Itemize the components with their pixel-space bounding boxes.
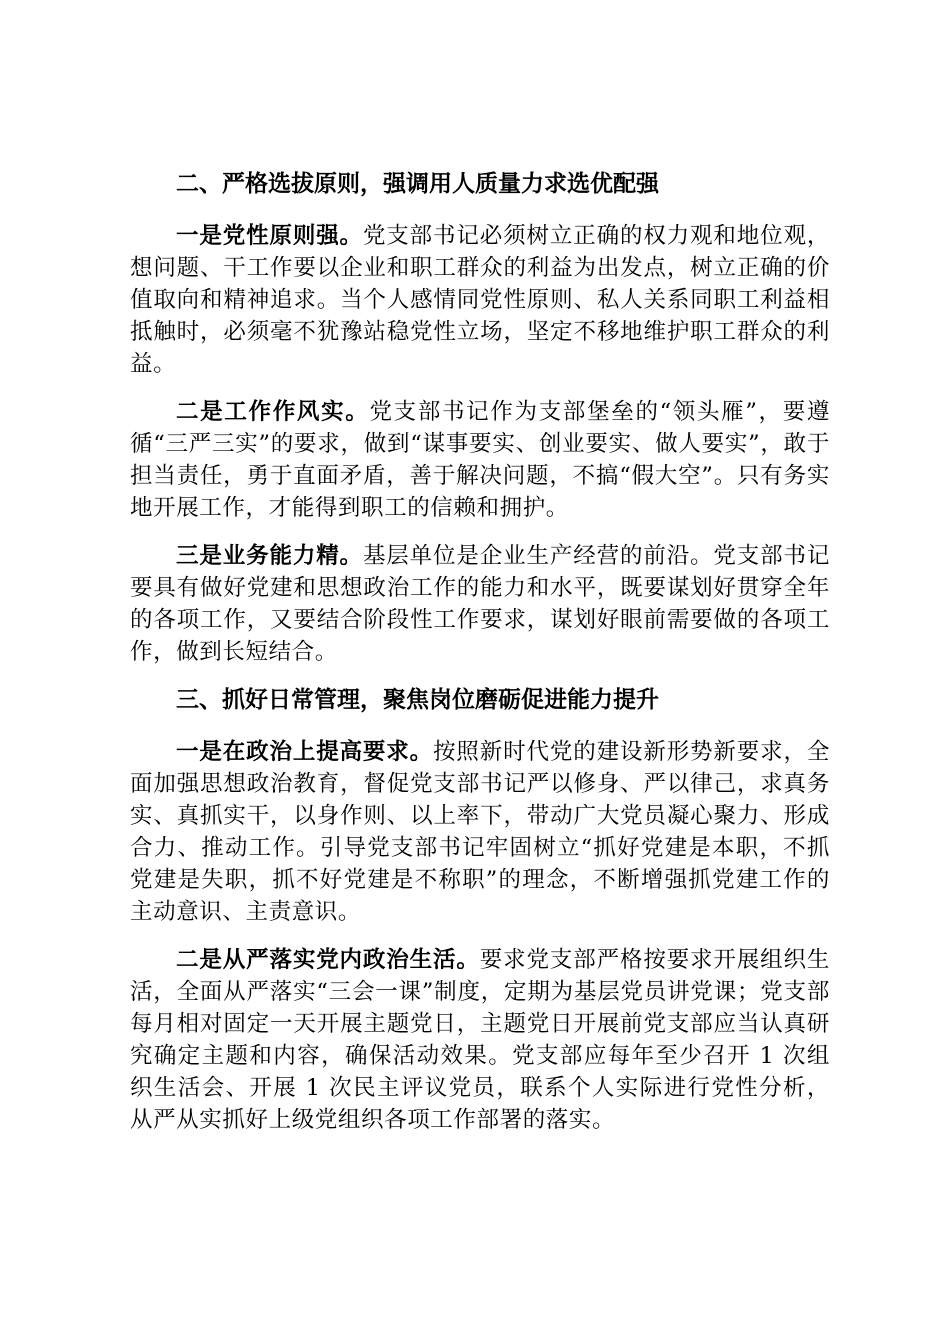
document-body <box>130 168 830 1152</box>
paragraph-lead: 二是工作作风实。 <box>176 399 370 425</box>
paragraph-text: 基层单位是企业生产经营的前沿。党支部书记要具有做好党建和思想政治工作的能力和水平，既要谋划好贯穿全年的各项工作，又要结合阶段性工作要求，谋划好眼前需要做的各项工作，做到长短结合。 <box>130 543 830 665</box>
paragraph-lead: 一是党性原则强。 <box>176 223 363 249</box>
paragraph-text: 党支部书记作为支部堡垒的“领头雁”，要遵循“三严三实”的要求，做到“谋事要实、创业要实、做人要实”，敢于担当责任，勇于直面矛盾，善于解决问题，不搞“假大空”。只有务实地开展工作，才能得到职工的信赖和拥护。 <box>130 399 830 521</box>
section-heading: 二、严格选拔原则，强调用人质量力求选优配强 <box>176 170 659 197</box>
paragraph-text: 党支部书记必须树立正确的权力观和地位观，想问题、干工作要以企业和职工群众的利益为出发点，树立正确的价值取向和精神追求。当个人感情同党性原则、私人关系同职工利益相抵触时，必须毫不犹豫站稳党性立场，坚定不移地维护职工群众的利益。 <box>130 223 830 377</box>
paragraph <box>130 396 830 524</box>
paragraph-text: 要求党支部严格按要求开展组织生活，全面从严落实“三会一课”制度，定期为基层党员讲党课；党支部每月相对固定一天开展主题党日，主题党日开展前党支部应当认真研究确定主题和内容，确保活动效果。党支部应每年至少召开 1 次组织生活会、开展 1 次民主评议党员，联系个人实际进行党性分析，从严从实抓好上级党组织各项工作部署的落实。 <box>130 947 830 1133</box>
paragraph-text: 按照新时代党的建设新形势新要求，全面加强思想政治教育，督促党支部书记严以修身、严以律己，求真务实、真抓实干，以身作则、以上率下，带动广大党员凝心聚力、形成合力、推动工作。引导党支部书记牢固树立“抓好党建是本职，不抓党建是失职，抓不好党建是不称职”的理念，不断增强抓党建工作的主动意识、主责意识。 <box>130 739 830 925</box>
paragraph <box>130 736 830 928</box>
section-heading: 三、抓好日常管理，聚焦岗位磨砺促进能力提升 <box>176 686 659 713</box>
paragraph-lead: 二是从严落实党内政治生活。 <box>176 947 480 973</box>
paragraph <box>130 220 830 380</box>
paragraph <box>130 540 830 668</box>
paragraph-lead: 三是业务能力精。 <box>176 543 363 569</box>
paragraph <box>130 944 830 1136</box>
paragraph-lead: 一是在政治上提高要求。 <box>176 739 434 765</box>
